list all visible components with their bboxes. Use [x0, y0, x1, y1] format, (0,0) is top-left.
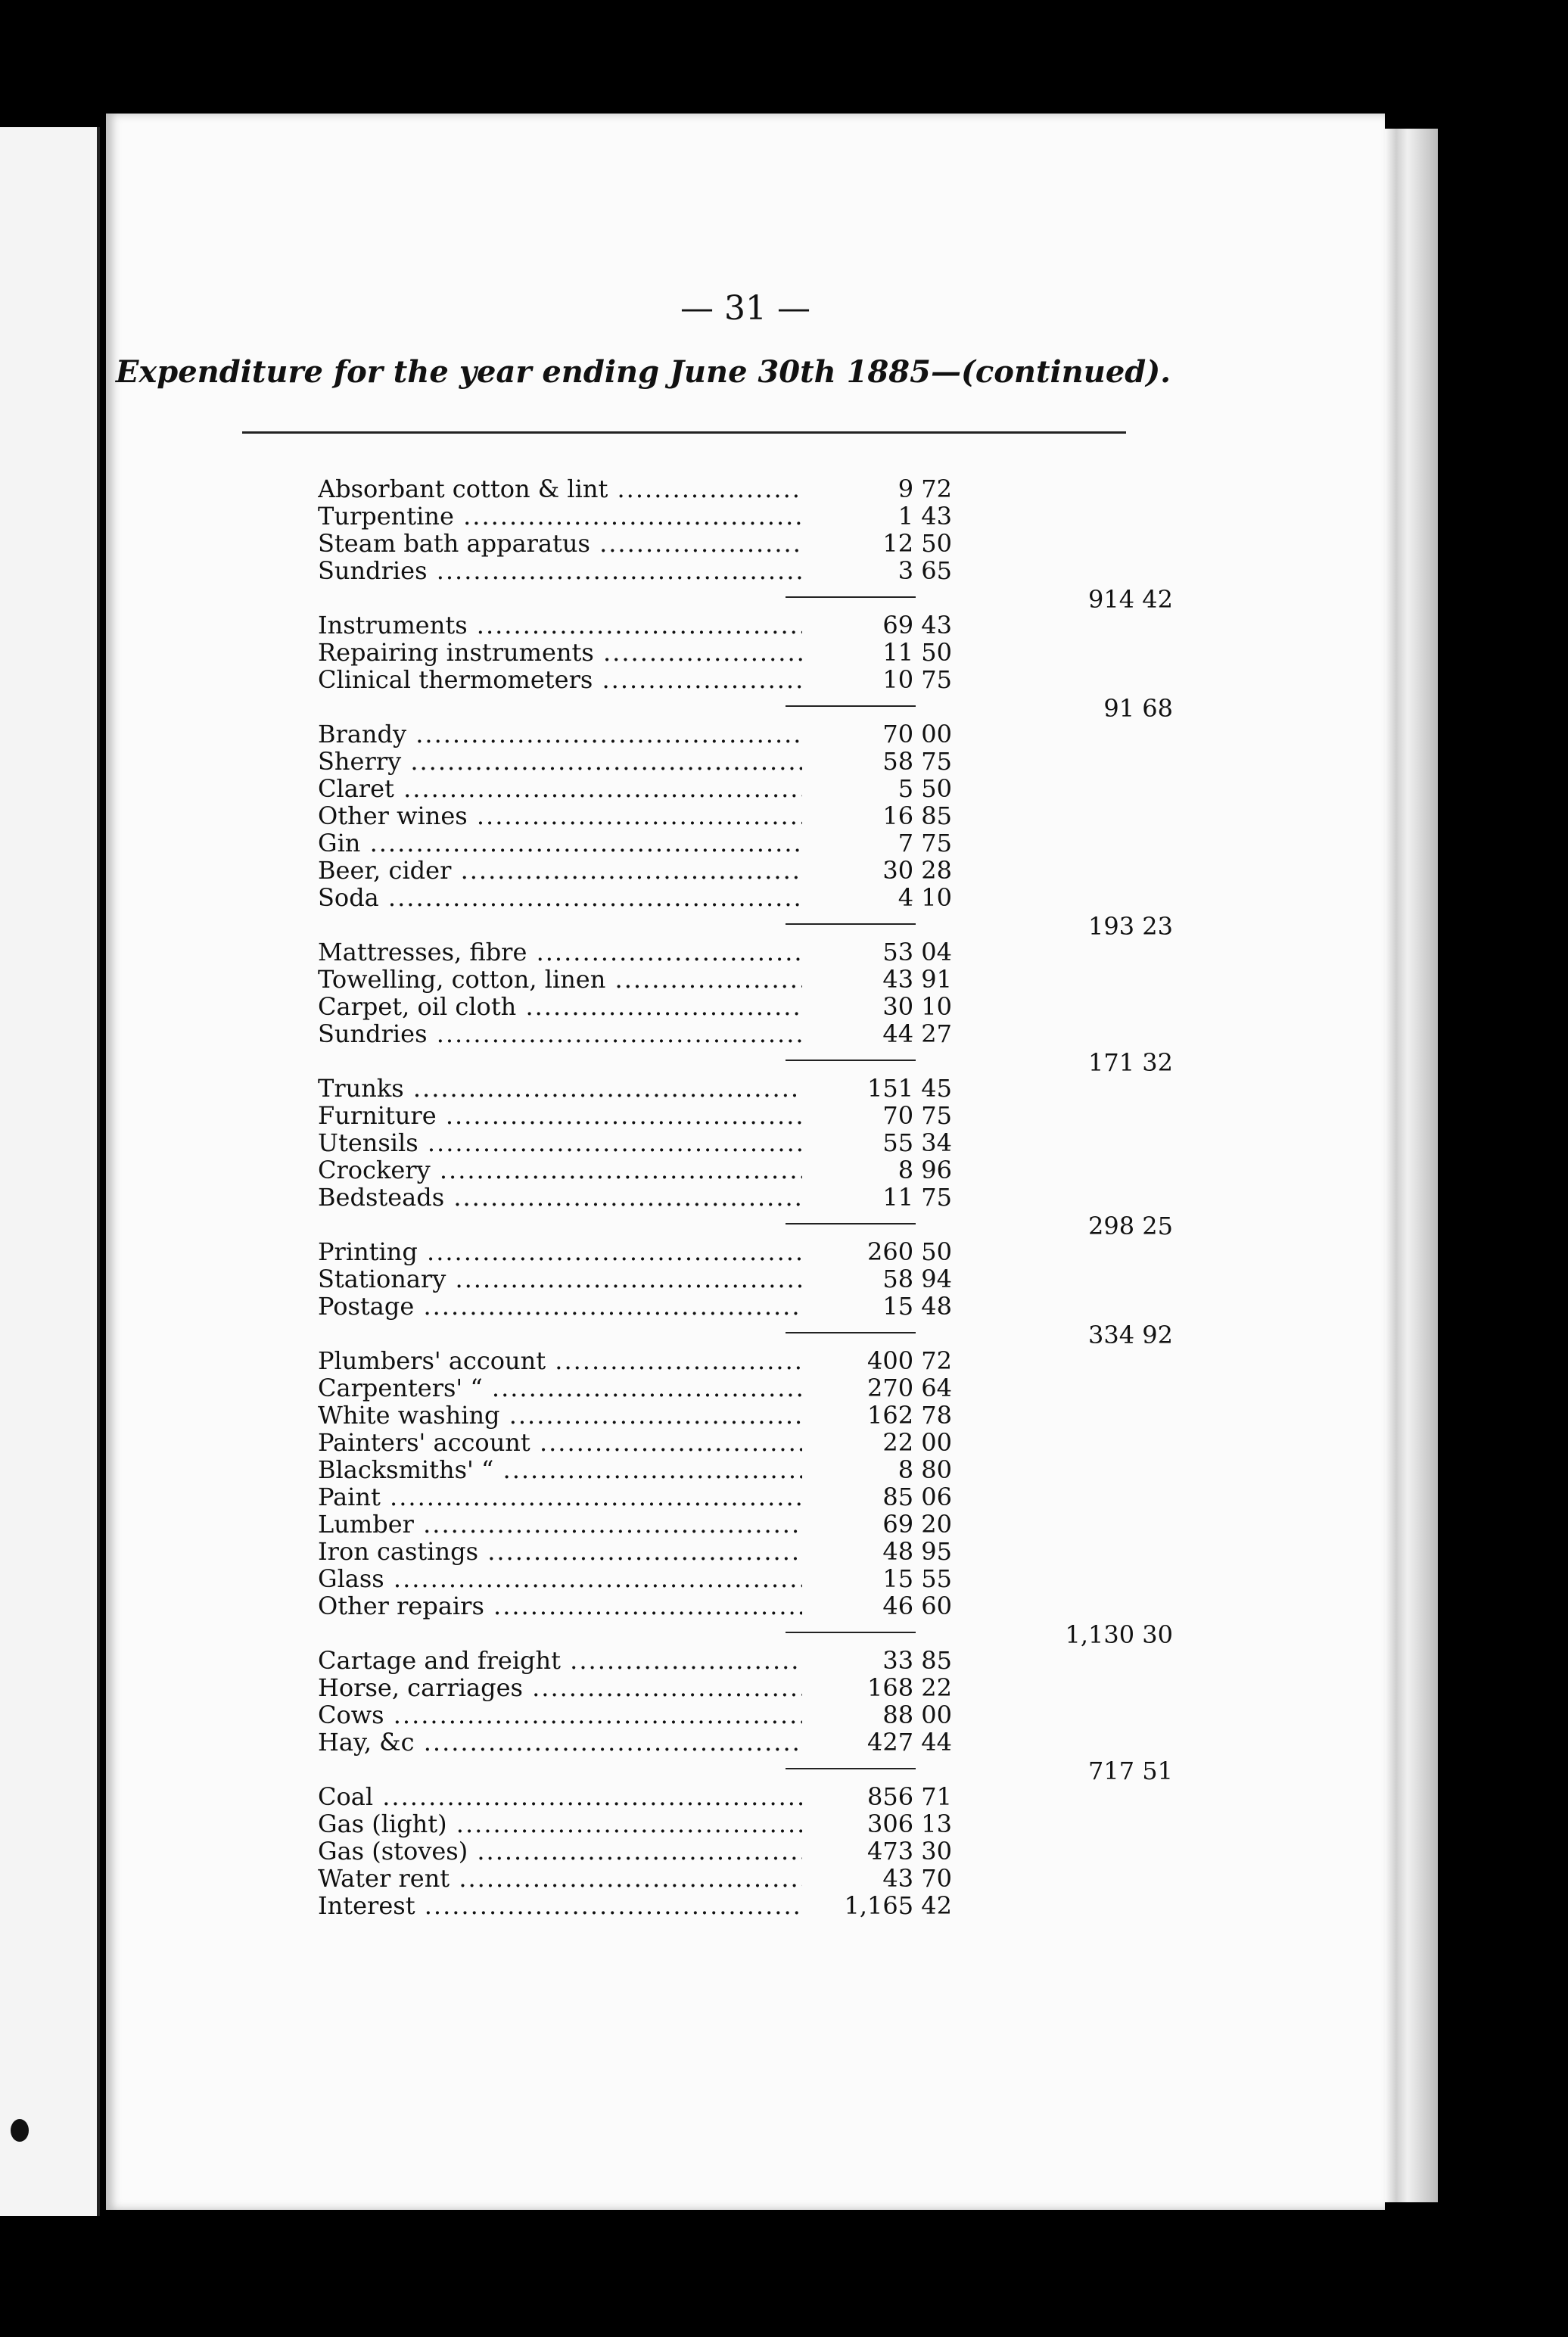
subtotal-rule — [786, 1332, 916, 1333]
item-amount: 5 50 — [898, 774, 952, 803]
item-amount: 15 48 — [882, 1292, 952, 1321]
ledger-row — [318, 665, 1226, 723]
item-amount: 70 75 — [882, 1101, 952, 1130]
ledger-row — [318, 1156, 1226, 1184]
item-label: Blacksmiths' “ ..... — [318, 1456, 802, 1483]
item-label: Sherry ..... — [318, 748, 802, 775]
ledger-row — [318, 1265, 1226, 1293]
item-label: Turpentine ..... — [318, 503, 802, 530]
item-amount: 8 80 — [898, 1455, 952, 1484]
ledger-section — [318, 475, 1226, 614]
ledger-section — [318, 611, 1226, 723]
item-amount: 85 06 — [882, 1483, 952, 1511]
section-total: 1,130 30 — [1065, 1620, 1173, 1649]
item-label: Interest ..... — [318, 1892, 802, 1919]
item-label: Clinical thermometers ..... — [318, 666, 802, 693]
item-amount: 22 00 — [882, 1428, 952, 1457]
item-label: Instruments ..... — [318, 611, 802, 639]
item-label: Carpenters' “ ..... — [318, 1374, 802, 1402]
item-label: White washing ..... — [318, 1402, 802, 1429]
item-amount: 44 27 — [882, 1019, 952, 1048]
ledger-section — [318, 938, 1226, 1077]
ledger-row — [318, 1701, 1226, 1729]
item-label: Repairing instruments ..... — [318, 639, 802, 666]
ledger-row — [318, 1565, 1226, 1592]
ledger-section — [318, 1346, 1226, 1649]
ledger-row — [318, 1865, 1226, 1892]
item-amount: 151 45 — [867, 1074, 952, 1103]
item-label: Iron castings ..... — [318, 1538, 802, 1565]
item-label: Other wines ..... — [318, 802, 802, 829]
item-label: Bedsteads ..... — [318, 1184, 802, 1211]
item-label: Glass ..... — [318, 1565, 802, 1592]
ledger-row — [318, 1347, 1226, 1374]
facing-page — [0, 127, 100, 2216]
item-label: Other repairs ..... — [318, 1592, 802, 1620]
item-label: Horse, carriages ..... — [318, 1674, 802, 1701]
item-amount: 9 72 — [898, 475, 952, 503]
ledger-row — [318, 611, 1226, 639]
page-title: Expenditure for the year ending June 30th 1885—(continued). — [115, 354, 1171, 390]
ledger-row — [318, 1374, 1226, 1402]
ledger-row — [318, 475, 1226, 503]
ink-spot — [11, 2119, 29, 2142]
ledger-row — [318, 639, 1226, 666]
item-amount: 30 28 — [882, 856, 952, 885]
item-amount: 1 43 — [898, 502, 952, 531]
ledger-row — [318, 1075, 1226, 1102]
ledger-section — [318, 1646, 1226, 1785]
ledger-row — [318, 1647, 1226, 1674]
ledger-row — [318, 775, 1226, 802]
item-amount: 16 85 — [882, 801, 952, 830]
ledger-row — [318, 720, 1226, 748]
document-page — [106, 114, 1385, 2210]
item-amount: 162 78 — [867, 1401, 952, 1430]
ledger-row — [318, 1129, 1226, 1156]
item-label: Sundries ..... — [318, 557, 802, 584]
item-amount: 8 96 — [898, 1156, 952, 1184]
item-amount: 48 95 — [882, 1537, 952, 1566]
section-total: 334 92 — [1088, 1321, 1173, 1349]
item-label: Postage ..... — [318, 1293, 802, 1320]
item-amount: 15 55 — [882, 1564, 952, 1593]
item-amount: 58 94 — [882, 1265, 952, 1293]
item-amount: 58 75 — [882, 747, 952, 776]
ledger-section — [318, 1074, 1226, 1240]
item-amount: 168 22 — [867, 1673, 952, 1702]
item-label: Coal ..... — [318, 1783, 802, 1810]
ledger-row — [318, 1728, 1226, 1785]
item-amount: 43 91 — [882, 965, 952, 994]
ledger-row — [318, 802, 1226, 829]
item-label: Gin ..... — [318, 829, 802, 857]
ledger-row — [318, 1838, 1226, 1865]
ledger-row — [318, 829, 1226, 857]
ledger-row — [318, 1538, 1226, 1565]
item-label: Mattresses, fibre ..... — [318, 938, 802, 966]
item-label: Crockery ..... — [318, 1156, 802, 1184]
section-total: 298 25 — [1088, 1212, 1173, 1240]
item-label: Hay, &c ..... — [318, 1729, 802, 1756]
item-amount: 260 50 — [867, 1237, 952, 1266]
item-amount: 69 20 — [882, 1510, 952, 1539]
subtotal-rule — [786, 1632, 916, 1633]
item-label: Lumber ..... — [318, 1511, 802, 1538]
item-amount: 53 04 — [882, 938, 952, 966]
item-label: Gas (light) ..... — [318, 1810, 802, 1838]
subtotal-rule — [786, 1768, 916, 1769]
section-total: 717 51 — [1088, 1757, 1173, 1785]
ledger-row — [318, 1429, 1226, 1456]
section-total: 914 42 — [1088, 585, 1173, 614]
ledger-section — [318, 720, 1226, 941]
item-label: Beer, cider ..... — [318, 857, 802, 884]
item-amount: 270 64 — [867, 1374, 952, 1402]
ledger-row — [318, 1019, 1226, 1077]
item-amount: 11 50 — [882, 638, 952, 667]
ledger-row — [318, 1511, 1226, 1538]
item-amount: 88 00 — [882, 1701, 952, 1729]
ledger-row — [318, 1456, 1226, 1483]
ledger-row — [318, 938, 1226, 966]
item-label: Sundries ..... — [318, 1020, 802, 1047]
ledger-row — [318, 556, 1226, 614]
section-total: 171 32 — [1088, 1048, 1173, 1077]
ledger-row — [318, 1674, 1226, 1701]
item-label: Carpet, oil cloth ..... — [318, 993, 802, 1020]
ledger-row — [318, 1183, 1226, 1240]
ledger-row — [318, 993, 1226, 1020]
ledger-row — [318, 503, 1226, 530]
item-label: Absorbant cotton & lint ..... — [318, 475, 802, 503]
ledger-row — [318, 1592, 1226, 1649]
item-amount: 11 75 — [882, 1183, 952, 1212]
item-amount: 69 43 — [882, 611, 952, 639]
item-amount: 33 85 — [882, 1646, 952, 1675]
item-label: Claret ..... — [318, 775, 802, 802]
item-amount: 46 60 — [882, 1592, 952, 1620]
item-amount: 43 70 — [882, 1864, 952, 1893]
title-divider — [242, 431, 1126, 434]
page-number: — 31 — — [680, 289, 810, 328]
ledger-section — [318, 1783, 1226, 1919]
expenditure-ledger — [318, 475, 1226, 1946]
item-label: Soda ..... — [318, 884, 802, 911]
item-amount: 70 00 — [882, 720, 952, 748]
item-amount: 10 75 — [882, 665, 952, 694]
item-label: Brandy ..... — [318, 720, 802, 748]
ledger-row — [318, 748, 1226, 775]
item-label: Painters' account ..... — [318, 1429, 802, 1456]
ledger-row — [318, 1483, 1226, 1511]
ledger-section — [318, 1237, 1226, 1349]
subtotal-rule — [786, 1060, 916, 1061]
item-label: Gas (stoves) ..... — [318, 1838, 802, 1865]
ledger-row — [318, 857, 1226, 884]
ledger-row — [318, 883, 1226, 941]
subtotal-rule — [786, 596, 916, 598]
item-amount: 1,165 42 — [844, 1891, 952, 1920]
item-label: Paint ..... — [318, 1483, 802, 1511]
item-amount: 473 30 — [867, 1837, 952, 1866]
subtotal-rule — [786, 705, 916, 707]
item-amount: 30 10 — [882, 992, 952, 1021]
ledger-row — [318, 1783, 1226, 1810]
item-amount: 4 10 — [898, 883, 952, 912]
ledger-row — [318, 1238, 1226, 1265]
ledger-row — [318, 530, 1226, 557]
section-total: 193 23 — [1088, 912, 1173, 941]
item-label: Plumbers' account ..... — [318, 1347, 802, 1374]
item-label: Towelling, cotton, linen ..... — [318, 966, 802, 993]
item-amount: 856 71 — [867, 1782, 952, 1811]
item-amount: 306 13 — [867, 1810, 952, 1838]
item-label: Furniture ..... — [318, 1102, 802, 1129]
item-amount: 400 72 — [867, 1346, 952, 1375]
item-amount: 7 75 — [898, 829, 952, 857]
item-label: Cartage and freight ..... — [318, 1647, 802, 1674]
ledger-row — [318, 1102, 1226, 1129]
item-amount: 3 65 — [898, 556, 952, 585]
subtotal-rule — [786, 923, 916, 925]
section-total: 91 68 — [1103, 694, 1173, 723]
item-label: Water rent ..... — [318, 1865, 802, 1892]
item-label: Printing ..... — [318, 1238, 802, 1265]
item-label: Cows ..... — [318, 1701, 802, 1729]
ledger-row — [318, 1292, 1226, 1349]
item-amount: 12 50 — [882, 529, 952, 558]
ledger-row — [318, 966, 1226, 993]
subtotal-rule — [786, 1223, 916, 1225]
ledger-row — [318, 1810, 1226, 1838]
ledger-row — [318, 1892, 1226, 1919]
item-label: Utensils ..... — [318, 1129, 802, 1156]
item-amount: 427 44 — [867, 1728, 952, 1757]
ledger-row — [318, 1402, 1226, 1429]
item-label: Steam bath apparatus ..... — [318, 530, 802, 557]
item-amount: 55 34 — [882, 1128, 952, 1157]
item-label: Stationary ..... — [318, 1265, 802, 1293]
item-label: Trunks ..... — [318, 1075, 802, 1102]
